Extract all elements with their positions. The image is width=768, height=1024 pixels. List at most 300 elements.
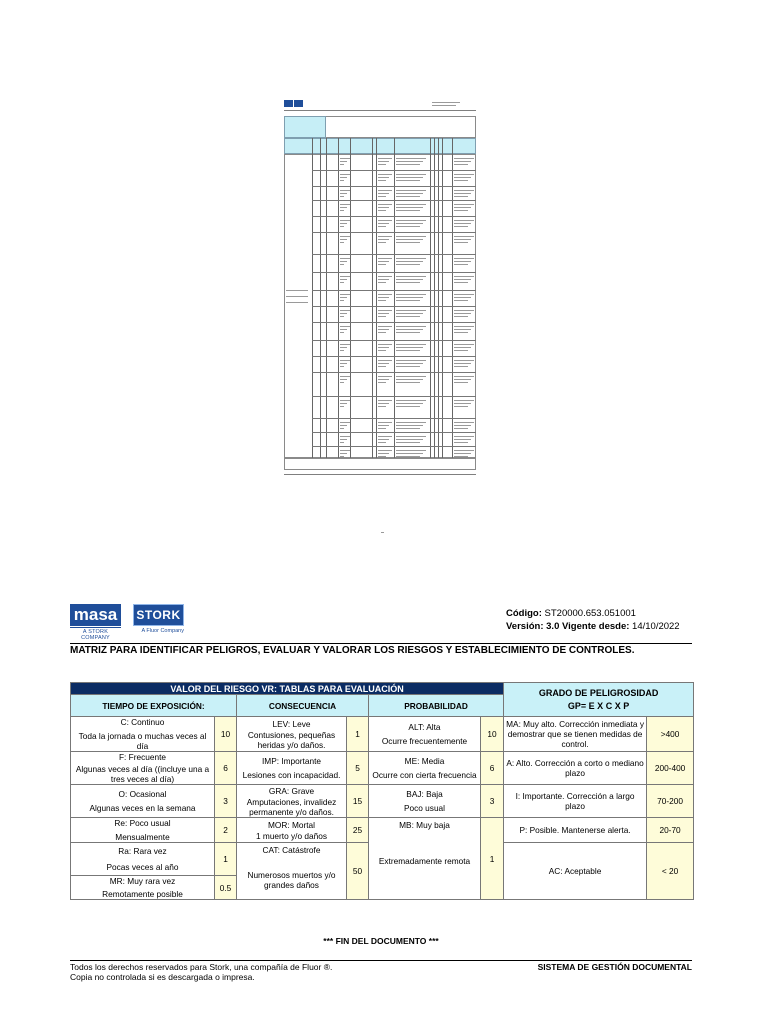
thumbnail-text-line xyxy=(378,326,392,327)
thumbnail-text-line xyxy=(340,450,350,451)
consequence-header: CONSECUENCIA xyxy=(237,695,369,717)
thumbnail-text-line xyxy=(340,379,347,380)
thumbnail-text-line xyxy=(396,439,423,440)
thumbnail-grid-row xyxy=(312,216,476,217)
thumbnail-text-line xyxy=(340,326,350,327)
thumbnail-text-line xyxy=(454,204,474,205)
thumbnail-text-line xyxy=(340,453,347,454)
thumbnail-text-line xyxy=(378,294,392,295)
thumbnail-text-line xyxy=(454,294,474,295)
thumbnail-text-line xyxy=(396,193,423,194)
thumbnail-text-line xyxy=(396,242,420,243)
thumbnail-text-line xyxy=(378,300,386,301)
exposure-value: 10 xyxy=(215,717,237,752)
thumbnail-text-line xyxy=(396,282,420,283)
thumbnail-text-line xyxy=(396,210,420,211)
thumbnail-text-line xyxy=(378,428,386,429)
exposure-desc: Mensualmente xyxy=(115,832,170,842)
thumbnail-text-line xyxy=(378,350,386,351)
thumbnail-text-line xyxy=(454,261,471,262)
document-version-label: Versión: xyxy=(506,621,544,632)
thumbnail-text-line xyxy=(396,204,426,205)
thumbnail-text-line xyxy=(340,196,344,197)
thumbnail-text-line xyxy=(396,326,426,327)
thumbnail-text-line xyxy=(454,279,471,280)
thumbnail-text-line xyxy=(396,425,423,426)
thumbnail-text-line xyxy=(454,158,474,159)
thumbnail-text-line xyxy=(340,360,350,361)
probability-cell xyxy=(369,818,481,900)
thumbnail-text-line xyxy=(340,158,350,159)
thumbnail-text-line xyxy=(454,428,468,429)
thumbnail-text-line xyxy=(340,180,344,181)
thumbnail-text-line xyxy=(396,360,426,361)
consequence-cell xyxy=(237,843,347,900)
thumbnail-text-line xyxy=(378,453,389,454)
thumbnail-version-text xyxy=(432,105,456,106)
exposure-cell xyxy=(71,818,215,843)
table-row xyxy=(71,785,694,818)
thumbnail-grid-row xyxy=(312,432,476,433)
thumbnail-grid-row xyxy=(312,306,476,307)
thumbnail-text-line xyxy=(396,376,426,377)
thumbnail-grid-row xyxy=(312,418,476,419)
probability-desc: Extremadamente remota xyxy=(378,856,471,866)
danger-value: >400 xyxy=(647,717,694,752)
thumbnail-text-line xyxy=(396,332,420,333)
thumbnail-text-line xyxy=(396,363,423,364)
thumbnail-text-line xyxy=(396,158,426,159)
thumbnail-grid-row xyxy=(312,200,476,201)
thumbnail-text-line xyxy=(378,279,389,280)
thumbnail-text-line xyxy=(396,442,420,443)
thumbnail-text-line xyxy=(454,376,474,377)
thumbnail-grid-row xyxy=(312,356,476,357)
thumbnail-logo-stork xyxy=(294,100,303,107)
thumbnail-text-line xyxy=(396,428,420,429)
thumbnail-text-line xyxy=(340,161,347,162)
thumbnail-text-line xyxy=(340,174,350,175)
thumbnail-text-line xyxy=(340,261,347,262)
thumbnail-text-line xyxy=(454,164,468,165)
footer-rights-line-1: Todos los derechos reservados para Stork, una compañía de Fluor ®. xyxy=(70,962,333,972)
thumbnail-grid-row xyxy=(312,272,476,273)
thumbnail-text-line xyxy=(454,310,474,311)
danger-desc: P: Posible. Mantenerse alerta. xyxy=(504,818,647,843)
thumbnail-text-line xyxy=(340,276,350,277)
thumbnail-grid-row xyxy=(312,186,476,187)
thumbnail-text-line xyxy=(378,450,392,451)
thumbnail-text-line xyxy=(378,442,386,443)
thumbnail-text-line xyxy=(340,300,344,301)
thumbnail-text-line xyxy=(378,422,392,423)
consequence-value: 5 xyxy=(347,752,369,785)
header-rule xyxy=(70,643,692,644)
thumbnail-text-line xyxy=(396,264,420,265)
thumbnail-text-line xyxy=(340,425,347,426)
thumbnail-text-line xyxy=(454,439,471,440)
thumbnail-text-line xyxy=(378,164,386,165)
consequence-desc: Lesiones con incapacidad. xyxy=(242,770,341,780)
thumbnail-text-line xyxy=(340,350,344,351)
probability-header: PROBABILIDAD xyxy=(369,695,504,717)
thumbnail-logo-masa xyxy=(284,100,293,107)
thumbnail-text-line xyxy=(340,313,347,314)
risk-evaluation-table xyxy=(70,682,694,900)
thumbnail-text-line xyxy=(378,236,392,237)
consequence-cell xyxy=(237,717,347,752)
thumbnail-grid-row xyxy=(312,290,476,291)
thumbnail-text-line xyxy=(454,442,468,443)
thumbnail-text-line xyxy=(396,174,426,175)
thumbnail-text-line xyxy=(454,436,474,437)
probability-value: 10 xyxy=(481,717,504,752)
masa-logo-wordmark: masa xyxy=(70,604,121,626)
thumbnail-text-line xyxy=(378,258,392,259)
document-code-value: ST20000.653.051001 xyxy=(544,608,636,619)
thumbnail-text-line xyxy=(396,400,426,401)
thumbnail-text-line xyxy=(454,210,468,211)
danger-desc: MA: Muy alto. Corrección inmediata y demostrar que se tienen medidas de control. xyxy=(504,717,647,752)
thumbnail-text-line xyxy=(396,300,420,301)
thumbnail-text-line xyxy=(340,403,347,404)
consequence-desc: 1 muerto y/o daños xyxy=(255,830,328,841)
thumbnail-text-line xyxy=(454,425,471,426)
thumbnail-text-line xyxy=(378,436,392,437)
consequence-cell xyxy=(237,818,347,843)
thumbnail-text-line xyxy=(454,332,468,333)
footer-rights-line-2: Copia no controlada si es descargada o impresa. xyxy=(70,972,255,982)
thumbnail-text-line xyxy=(454,347,471,348)
danger-header-formula: GP= E X C X P xyxy=(567,701,630,711)
footer-rule xyxy=(70,960,692,961)
thumbnail-text-line xyxy=(396,207,423,208)
thumbnail-text-line xyxy=(340,190,350,191)
consequence-cell xyxy=(237,785,347,818)
probability-cell xyxy=(369,717,481,752)
thumbnail-text-line xyxy=(378,316,386,317)
exposure-header: TIEMPO DE EXPOSICIÓN: xyxy=(71,695,237,717)
thumbnail-text-line xyxy=(396,276,426,277)
page-mark xyxy=(381,532,384,533)
danger-desc: AC: Aceptable xyxy=(504,843,647,900)
thumbnail-text-line xyxy=(378,425,389,426)
thumbnail-text-line xyxy=(378,180,386,181)
consequence-value: 50 xyxy=(347,843,369,900)
thumbnail-text-line xyxy=(340,382,344,383)
thumbnail-text-line xyxy=(340,422,350,423)
thumbnail-text-line xyxy=(396,366,420,367)
probability-value: 1 xyxy=(481,818,504,900)
thumbnail-text-line xyxy=(340,456,344,457)
masa-logo xyxy=(70,604,121,641)
thumbnail-text-line xyxy=(378,400,392,401)
exposure-desc: Toda la jornada o muchas veces al día xyxy=(78,731,207,751)
thumbnail-text-line xyxy=(340,442,344,443)
thumbnail-text-line xyxy=(340,177,347,178)
thumbnail-text-line xyxy=(340,310,350,311)
thumbnail-text-line xyxy=(396,456,420,457)
thumbnail-text-line xyxy=(340,376,350,377)
probability-name: ME: Media xyxy=(404,756,445,766)
thumbnail-text-line xyxy=(340,242,344,243)
end-of-document-mark: *** FIN DEL DOCUMENTO *** xyxy=(323,936,439,946)
stork-logo-subtitle: A Fluor Company xyxy=(141,628,184,634)
thumbnail-text-line xyxy=(454,190,474,191)
thumbnail-text-line xyxy=(396,261,423,262)
thumbnail-text-line xyxy=(454,264,468,265)
thumbnail-text-line xyxy=(396,310,426,311)
consequence-cell xyxy=(237,752,347,785)
exposure-desc: Remotamente posible xyxy=(102,889,183,899)
thumbnail-text-line xyxy=(340,223,347,224)
probability-name: MB: Muy baja xyxy=(399,820,450,830)
thumbnail-text-line xyxy=(378,193,389,194)
thumbnail-text-line xyxy=(454,329,471,330)
thumbnail-text-line xyxy=(378,297,389,298)
thumbnail-text-line xyxy=(286,302,308,303)
thumbnail-text-line xyxy=(378,242,386,243)
thumbnail-text-line xyxy=(378,264,386,265)
consequence-name: MOR: Mortal xyxy=(267,819,316,830)
thumbnail-text-line xyxy=(378,379,389,380)
table-row xyxy=(71,752,694,785)
probability-name: ALT: Alta xyxy=(408,722,441,732)
thumbnail-text-line xyxy=(396,382,420,383)
thumbnail-header-rule xyxy=(284,110,476,111)
thumbnail-text-line xyxy=(396,236,426,237)
thumbnail-text-line xyxy=(454,177,471,178)
thumbnail-text-line xyxy=(378,177,389,178)
thumbnail-footer-rule xyxy=(284,474,476,475)
thumbnail-text-line xyxy=(396,350,420,351)
thumbnail-code-text xyxy=(432,102,460,103)
danger-header xyxy=(504,683,694,717)
danger-value: 70-200 xyxy=(647,785,694,818)
thumbnail-text-line xyxy=(340,363,347,364)
footer-rights xyxy=(70,962,332,982)
document-version-line xyxy=(506,620,680,633)
thumbnail-text-line xyxy=(454,174,474,175)
thumbnail-text-line xyxy=(378,347,389,348)
consequence-desc: Amputaciones, invalidez permanente y/o daños. xyxy=(246,796,337,817)
thumbnail-text-line xyxy=(378,313,389,314)
exposure-cell xyxy=(71,876,215,900)
thumbnail-text-line xyxy=(378,226,386,227)
thumbnail-text-line xyxy=(340,406,344,407)
masa-logo-subtitle: A STORK COMPANY xyxy=(70,627,121,641)
thumbnail-text-line xyxy=(378,332,386,333)
thumbnail-text-line xyxy=(340,164,344,165)
exposure-cell xyxy=(71,785,215,818)
consequence-value: 15 xyxy=(347,785,369,818)
exposure-desc: Algunas veces al día ((incluye una a tres veces al día) xyxy=(75,764,210,784)
thumbnail-text-line xyxy=(396,279,423,280)
exposure-value: 2 xyxy=(215,818,237,843)
thumbnail-text-line xyxy=(454,450,474,451)
exposure-name: Re: Poco usual xyxy=(114,818,171,828)
thumbnail-text-line xyxy=(286,290,308,291)
thumbnail-text-line xyxy=(378,366,386,367)
thumbnail-text-line xyxy=(454,239,471,240)
thumbnail-text-line xyxy=(378,196,386,197)
thumbnail-text-line xyxy=(340,400,350,401)
exposure-cell xyxy=(71,717,215,752)
thumbnail-grid-row xyxy=(312,232,476,233)
thumbnail-grid-row xyxy=(312,372,476,373)
thumbnail-text-line xyxy=(396,422,426,423)
exposure-value: 6 xyxy=(215,752,237,785)
thumbnail-text-line xyxy=(454,382,468,383)
thumbnail-text-line xyxy=(378,360,392,361)
exposure-name: Ra: Rara vez xyxy=(118,846,167,856)
thumbnail-text-line xyxy=(340,279,347,280)
thumbnail-text-line xyxy=(340,347,347,348)
thumbnail-text-line xyxy=(378,276,392,277)
thumbnail-text-line xyxy=(340,297,347,298)
stork-logo xyxy=(133,604,184,636)
thumbnail-text-line xyxy=(378,382,386,383)
probability-name: BAJ: Baja xyxy=(406,789,443,799)
thumbnail-text-line xyxy=(378,282,386,283)
consequence-value: 1 xyxy=(347,717,369,752)
thumbnail-text-line xyxy=(378,261,389,262)
thumbnail-text-line xyxy=(378,363,389,364)
probability-cell xyxy=(369,785,481,818)
document-title: MATRIZ PARA IDENTIFICAR PELIGROS, EVALUAR Y VALORAR LOS RIESGOS Y ESTABLECIMIENTO DE CONTROLES. xyxy=(70,645,635,656)
thumbnail-text-line xyxy=(340,439,347,440)
thumbnail-text-line xyxy=(396,226,420,227)
thumbnail-text-line xyxy=(378,220,392,221)
thumbnail-text-line xyxy=(454,297,471,298)
thumbnail-text-line xyxy=(454,276,474,277)
thumbnail-text-line xyxy=(396,450,426,451)
thumbnail-text-line xyxy=(340,329,347,330)
thumbnail-text-line xyxy=(378,210,386,211)
thumbnail-text-line xyxy=(396,436,426,437)
thumbnail-text-line xyxy=(378,329,389,330)
thumbnail-text-line xyxy=(454,282,468,283)
thumbnail-text-line xyxy=(454,300,468,301)
thumbnail-text-line xyxy=(340,294,350,295)
thumbnail-text-line xyxy=(454,379,471,380)
thumbnail-text-line xyxy=(396,177,423,178)
thumbnail-text-line xyxy=(454,207,471,208)
thumbnail-text-line xyxy=(454,226,468,227)
thumbnail-text-line xyxy=(340,258,350,259)
danger-value: 20-70 xyxy=(647,818,694,843)
thumbnail-text-line xyxy=(396,223,423,224)
exposure-name: F: Frecuente xyxy=(118,752,167,762)
thumbnail-text-line xyxy=(378,190,392,191)
thumbnail-grid-row xyxy=(312,322,476,323)
document-valid-value: 14/10/2022 xyxy=(632,621,680,632)
thumbnail-text-line xyxy=(378,223,389,224)
danger-value: 200-400 xyxy=(647,752,694,785)
table-row xyxy=(71,818,694,843)
thumbnail-text-line xyxy=(378,403,389,404)
thumbnail-text-line xyxy=(454,350,468,351)
thumbnail-text-line xyxy=(454,326,474,327)
thumbnail-text-line xyxy=(378,376,392,377)
thumbnail-grid-row xyxy=(312,254,476,255)
document-valid-label: Vigente desde: xyxy=(562,621,630,632)
exposure-value: 1 xyxy=(215,843,237,876)
table-row xyxy=(71,717,694,752)
probability-desc: Poco usual xyxy=(403,803,446,813)
thumbnail-text-line xyxy=(396,239,423,240)
table-banner-row xyxy=(71,683,694,695)
thumbnail-text-line xyxy=(378,310,392,311)
thumbnail-text-line xyxy=(454,258,474,259)
consequence-desc: Contusiones, pequeñas heridas y/o daños. xyxy=(247,729,336,750)
thumbnail-text-line xyxy=(396,164,420,165)
thumbnail-text-line xyxy=(378,239,389,240)
thumbnail-text-line xyxy=(378,158,392,159)
thumbnail-text-line xyxy=(396,316,420,317)
danger-desc: I: Importante. Corrección a largo plazo xyxy=(504,785,647,818)
thumbnail-text-line xyxy=(286,296,308,297)
thumbnail-text-line xyxy=(378,174,392,175)
table-banner: VALOR DEL RIESGO VR: TABLAS PARA EVALUACIÓN xyxy=(71,683,504,695)
thumbnail-text-line xyxy=(454,313,471,314)
thumbnail-text-line xyxy=(454,242,468,243)
thumbnail-text-line xyxy=(340,366,344,367)
thumbnail-text-line xyxy=(340,204,350,205)
thumbnail-text-line xyxy=(454,406,468,407)
thumbnail-text-line xyxy=(396,379,423,380)
thumbnail-text-line xyxy=(396,406,420,407)
consequence-name: IMP: Importante xyxy=(261,756,322,766)
thumbnail-text-line xyxy=(340,207,347,208)
thumbnail-text-line xyxy=(454,236,474,237)
thumbnail-text-line xyxy=(378,204,392,205)
thumbnail-text-line xyxy=(340,239,347,240)
thumbnail-text-line xyxy=(396,453,423,454)
thumbnail-text-line xyxy=(396,297,423,298)
exposure-value: 3 xyxy=(215,785,237,818)
thumbnail-text-line xyxy=(454,400,474,401)
thumbnail-text-line xyxy=(396,196,420,197)
thumbnail-text-line xyxy=(454,196,468,197)
thumbnail-text-line xyxy=(340,226,344,227)
thumbnail-text-line xyxy=(378,439,389,440)
thumbnail-text-line xyxy=(396,329,423,330)
thumbnail-text-line xyxy=(340,282,344,283)
thumbnail-text-line xyxy=(340,210,344,211)
danger-value: < 20 xyxy=(647,843,694,900)
thumbnail-text-line xyxy=(454,422,474,423)
thumbnail-text-line xyxy=(454,316,468,317)
thumbnail-text-line xyxy=(396,258,426,259)
consequence-desc: Numerosos muertos y/o grandes daños xyxy=(247,870,336,890)
thumbnail-text-line xyxy=(454,366,468,367)
exposure-name: O: Ocasional xyxy=(118,789,167,799)
thumbnail-text-line xyxy=(378,207,389,208)
thumbnail-text-line xyxy=(454,193,471,194)
thumbnail-text-line xyxy=(396,161,423,162)
footer-system-name: SISTEMA DE GESTIÓN DOCUMENTAL xyxy=(537,962,692,972)
thumbnail-text-line xyxy=(340,193,347,194)
thumbnail-text-line xyxy=(454,456,468,457)
thumbnail-text-line xyxy=(454,180,468,181)
thumbnail-text-line xyxy=(378,406,386,407)
exposure-name: MR: Muy rara vez xyxy=(109,876,176,886)
thumbnail-text-line xyxy=(340,436,350,437)
thumbnail-grid-row xyxy=(312,170,476,171)
thumbnail-text-line xyxy=(396,294,426,295)
consequence-name: LEV: Leve xyxy=(272,718,311,729)
